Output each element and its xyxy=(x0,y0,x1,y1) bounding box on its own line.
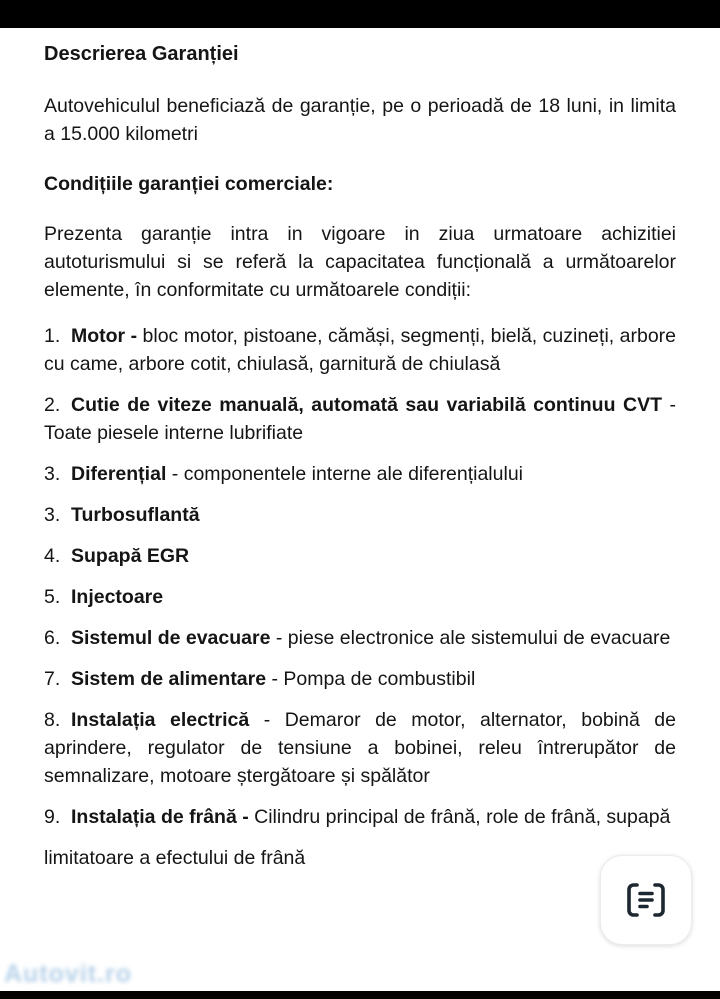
item-number: 8. xyxy=(44,709,61,731)
top-letterbox-bar xyxy=(0,0,720,28)
warranty-item-exhaust xyxy=(44,624,676,652)
item-term: Sistemul de evacuare xyxy=(71,627,271,649)
warranty-item-fuel-system xyxy=(44,665,676,693)
item-term: Injectoare xyxy=(71,586,164,608)
warranty-period-paragraph: Autovehiculul beneficiază de garanție, pe o perioadă de 18 luni, in limita a 15.000 kilometri xyxy=(44,95,676,145)
item-number: 4. xyxy=(44,545,61,567)
item-description: bloc motor, pistoane, cămăși, segmenți, bielă, cuzineți, arbore cu came, arbore cotit, chiulasă, garnitură de chiulasă xyxy=(44,325,677,375)
item-term: Turbosuflantă xyxy=(71,504,200,526)
item-term: Cutie de viteze manuală, automată sau variabilă continuu CVT xyxy=(71,394,662,416)
item-term: Sistem de alimentare xyxy=(71,668,267,690)
warranty-item-turbo xyxy=(44,501,676,529)
warranty-item-brakes xyxy=(44,803,676,831)
item-description: - Toate piesele interne lubrifiate xyxy=(44,394,676,444)
text-scan-icon xyxy=(623,877,669,923)
item-number: 7. xyxy=(44,668,61,690)
item-number: 9. xyxy=(44,806,61,828)
item-term: Instalația electrică xyxy=(71,709,250,731)
warranty-item-electrical xyxy=(44,706,676,790)
item-term: Supapă EGR xyxy=(71,545,190,567)
item-term: Motor - xyxy=(71,325,138,347)
item-description: - piese electronice ale sistemului de evacuare xyxy=(270,627,671,649)
item-number: 5. xyxy=(44,586,61,608)
item-description: - Pompa de combustibil xyxy=(266,668,476,690)
autovit-watermark: Autovit.ro xyxy=(4,960,133,988)
conditions-intro-paragraph: Prezenta garanție intra in vigoare in ziua urmatoare achizitiei autoturismului si se referă la capacitatea funcțională a următoarelor elemente, în conformitate cu următoarele condiții: xyxy=(44,223,676,301)
item-number: 6. xyxy=(44,627,61,649)
item-description: Cilindru principal de frână, role de frână, supapă xyxy=(248,806,671,828)
bottom-letterbox-bar xyxy=(0,991,720,999)
closing-line: limitatoare a efectului de frână xyxy=(44,847,306,869)
warranty-item-differential xyxy=(44,460,676,488)
warranty-item-injectors xyxy=(44,583,676,611)
conditions-heading: Condițiile garanției comerciale: xyxy=(44,173,334,195)
item-number: 1. xyxy=(44,325,61,347)
warranty-item-gearbox xyxy=(44,391,676,447)
warranty-item-motor xyxy=(44,322,676,378)
item-number: 3. xyxy=(44,504,61,526)
item-description: - componentele interne ale diferențialului xyxy=(166,463,523,485)
item-number: 3. xyxy=(44,463,61,485)
text-scan-button[interactable] xyxy=(600,855,692,945)
warranty-document xyxy=(0,28,720,872)
item-term: Instalația de frână - xyxy=(71,806,249,828)
warranty-item-egr xyxy=(44,542,676,570)
item-description: - Demaror de motor, alternator, bobină de aprindere, regulator de tensiune a bobinei, releu întrerupător de semnalizare, motoare ștergătoare și spălător xyxy=(44,709,676,787)
item-number: 2. xyxy=(44,394,61,416)
item-term: Diferențial xyxy=(71,463,167,485)
document-title: Descrierea Garanției xyxy=(44,43,239,65)
